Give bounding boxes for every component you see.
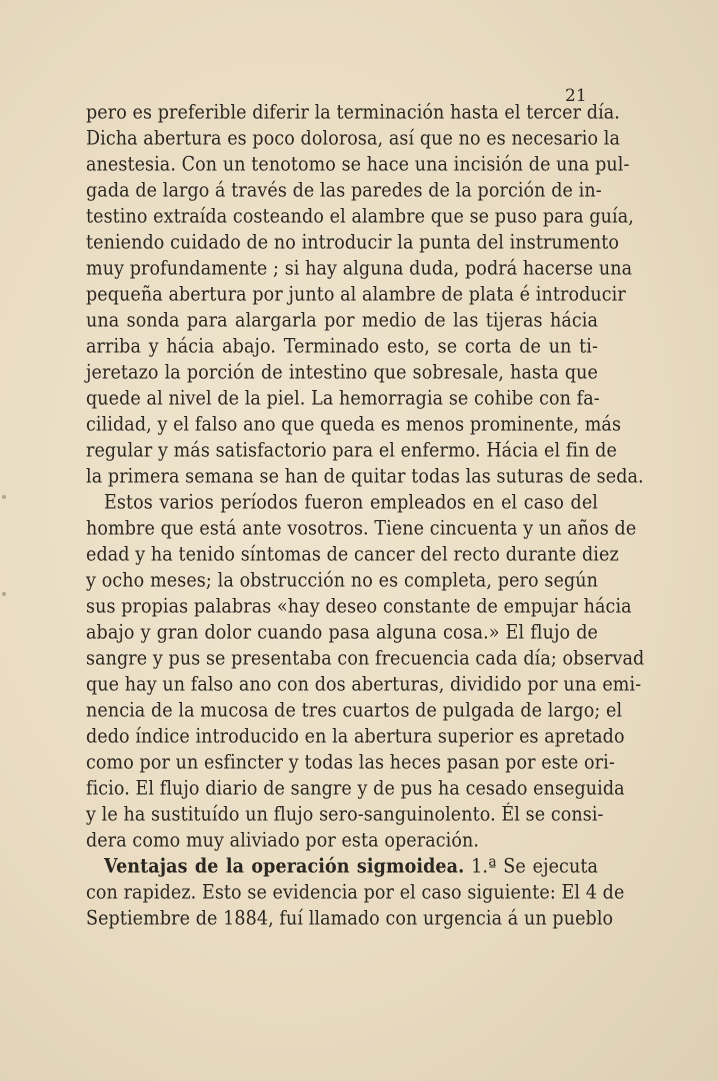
- text-line: nencia de la mucosa de tres cuartos de pulgada de largo; el: [86, 700, 623, 722]
- text-line: pero es preferible diferir la terminación hasta el tercer día.: [86, 102, 620, 124]
- text-line: Septiembre de 1884, fuí llamado con urgencia á un pueblo: [86, 908, 614, 930]
- text-line: sangre y pus se presentaba con frecuencia cada día; observad: [86, 648, 645, 670]
- paragraph-continuation: [86, 100, 644, 490]
- text-line: ficio. El flujo diario de sangre y de pus ha cesado enseguida: [86, 778, 625, 800]
- text-line: una sonda para alargarla por medio de las tijeras hácia: [86, 310, 598, 332]
- paper-speck: [2, 495, 6, 499]
- text-line: dera como muy aliviado por esta operación.: [86, 830, 480, 852]
- text-line: arriba y hácia abajo. Terminado esto, se corta de un ti-: [86, 336, 598, 358]
- text-line: que hay un falso ano con dos aberturas, dividido por una emi-: [86, 674, 642, 696]
- text-line: Estos varios períodos fueron empleados en el caso del: [104, 492, 598, 514]
- text-line: hombre que está ante vosotros. Tiene cincuenta y un años de: [86, 518, 637, 540]
- section-heading: Ventajas de la operación sigmoidea.: [104, 856, 465, 878]
- heading-line: [86, 853, 598, 882]
- text-line: como por un esfincter y todas las heces pasan por este ori-: [86, 752, 615, 774]
- text-line: con rapidez. Esto se evidencia por el caso siguiente: El 4 de: [86, 882, 625, 904]
- text-line: pequeña abertura por junto al alambre de plata é introducir: [86, 284, 626, 306]
- page-number: 21: [565, 86, 587, 106]
- text-line: regular y más satisfactorio para el enfermo. Hácia el fin de: [86, 440, 617, 462]
- text-line: y le ha sustituído un flujo sero-sanguinolento. Él se consi-: [86, 804, 604, 826]
- text-line: y ocho meses; la obstrucción no es completa, pero según: [86, 570, 598, 592]
- text-line: sus propias palabras «hay deseo constante de empujar hácia: [86, 596, 632, 618]
- text-line: muy profundamente ; si hay alguna duda, podrá hacerse una: [86, 258, 633, 280]
- heading-line-rest: 1.ª Se ejecuta: [471, 856, 598, 878]
- paper-speck: [2, 592, 6, 596]
- text-line: testino extraída costeando el alambre que se puso para guía,: [86, 206, 634, 228]
- text-line: Dicha abertura es poco dolorosa, así que no es necesario la: [86, 128, 620, 150]
- paragraph-case: [86, 490, 645, 854]
- text-line: abajo y gran dolor cuando pasa alguna cosa.» El flujo de: [86, 622, 598, 644]
- text-line: anestesia. Con un tenotomo se hace una incisión de una pul-: [86, 154, 630, 176]
- text-line: dedo índice introducido en la abertura superior es apretado: [86, 726, 625, 748]
- body-text: [86, 100, 645, 932]
- text-line: la primera semana se han de quitar todas las suturas de seda.: [86, 466, 644, 488]
- text-line: quede al nivel de la piel. La hemorragia se cohibe con fa-: [86, 388, 600, 410]
- text-line: gada de largo á través de las paredes de la porción de in-: [86, 180, 602, 202]
- text-line: edad y ha tenido síntomas de cancer del recto durante diez: [86, 544, 619, 566]
- paragraph-advantages: [86, 854, 625, 932]
- text-line: cilidad, y el falso ano que queda es menos prominente, más: [86, 414, 622, 436]
- text-line: jeretazo la porción de intestino que sobresale, hasta que: [86, 362, 598, 384]
- text-line: teniendo cuidado de no introducir la punta del instrumento: [86, 232, 620, 254]
